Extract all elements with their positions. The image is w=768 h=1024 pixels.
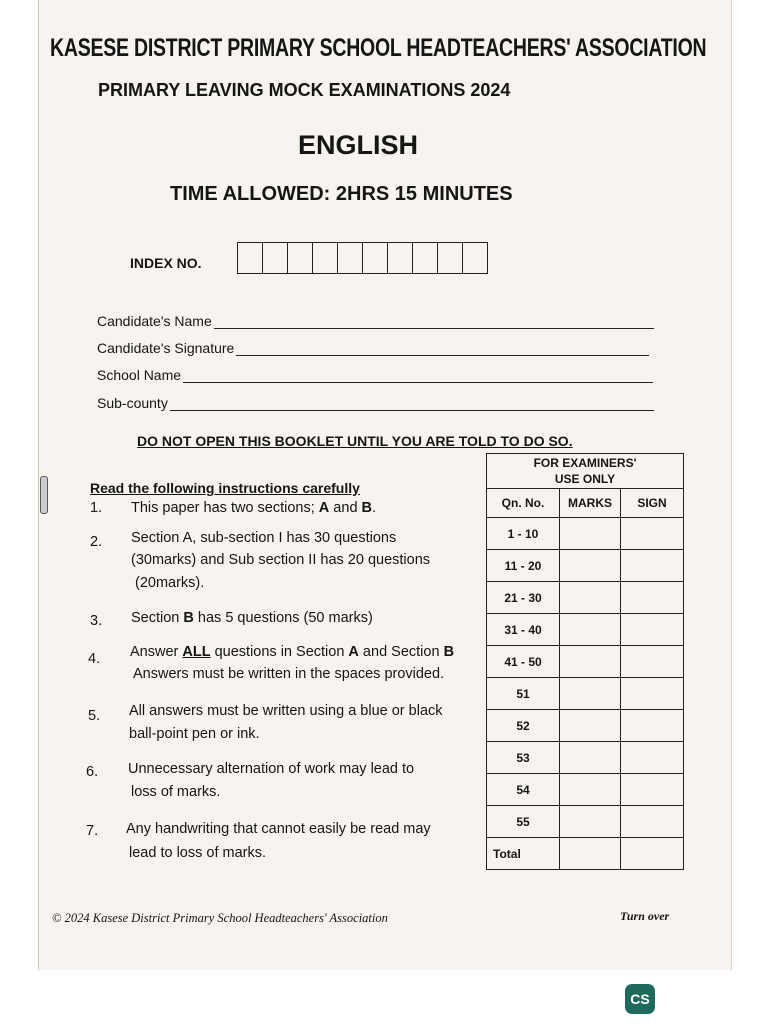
instruction-7-line-1: Any handwriting that cannot easily be read may bbox=[126, 821, 431, 837]
index-box bbox=[462, 242, 488, 274]
marks-cell bbox=[560, 774, 621, 806]
instruction-number: 4. bbox=[88, 651, 101, 667]
subject-title: ENGLISH bbox=[298, 130, 419, 160]
column-header-marks: MARKS bbox=[560, 489, 621, 518]
marks-cell bbox=[560, 646, 621, 678]
sign-cell bbox=[621, 742, 684, 774]
instruction-2-line-3: (20marks). bbox=[135, 575, 205, 591]
index-number-boxes bbox=[238, 242, 488, 274]
instruction-6-line-2: loss of marks. bbox=[131, 784, 221, 800]
table-row bbox=[487, 742, 684, 774]
column-header-qn: Qn. No. bbox=[487, 489, 560, 518]
marks-cell bbox=[560, 806, 621, 838]
sign-cell bbox=[621, 582, 684, 614]
examiners-table-title: FOR EXAMINERS' USE ONLY bbox=[487, 454, 684, 489]
candidate-name-label: Candidate's Name bbox=[97, 313, 212, 329]
candidate-name-line bbox=[214, 316, 654, 329]
table-row bbox=[487, 550, 684, 582]
index-box bbox=[387, 242, 413, 274]
question-range: 55 bbox=[487, 806, 560, 838]
index-box bbox=[312, 242, 338, 274]
do-not-open-warning: DO NOT OPEN THIS BOOKLET UNTIL YOU ARE TOLD TO DO SO. bbox=[137, 433, 573, 449]
column-header-sign: SIGN bbox=[621, 489, 684, 518]
question-range: 53 bbox=[487, 742, 560, 774]
question-range: 11 - 20 bbox=[487, 550, 560, 582]
instruction-number: 5. bbox=[88, 708, 101, 724]
candidate-signature-label: Candidate's Signature bbox=[97, 340, 235, 356]
marks-cell bbox=[560, 518, 621, 550]
sign-cell bbox=[621, 550, 684, 582]
index-box bbox=[237, 242, 263, 274]
question-range: 51 bbox=[487, 678, 560, 710]
instruction-6-line-1: Unnecessary alternation of work may lead to bbox=[128, 761, 415, 777]
marks-cell bbox=[560, 838, 621, 870]
instruction-7-line-2: lead to loss of marks. bbox=[129, 845, 266, 861]
table-row bbox=[487, 614, 684, 646]
subcounty-line bbox=[170, 398, 654, 411]
index-box bbox=[412, 242, 438, 274]
marks-cell bbox=[560, 614, 621, 646]
instruction-number: 6. bbox=[86, 764, 99, 780]
instruction-1: This paper has two sections; A and B. bbox=[131, 500, 377, 516]
instruction-2-line-1: Section A, sub-section I has 30 questions bbox=[131, 530, 397, 546]
subcounty-label: Sub-county bbox=[97, 395, 168, 411]
sign-cell bbox=[621, 806, 684, 838]
question-range: 41 - 50 bbox=[487, 646, 560, 678]
instruction-3: Section B has 5 questions (50 marks) bbox=[131, 610, 373, 626]
sign-cell bbox=[621, 678, 684, 710]
examiners-table bbox=[486, 453, 684, 870]
instruction-5-line-1: All answers must be written using a blue or black bbox=[129, 703, 443, 719]
candidate-name-field bbox=[97, 313, 654, 329]
index-number-label: INDEX NO. bbox=[130, 255, 202, 271]
marks-cell bbox=[560, 710, 621, 742]
question-range: 52 bbox=[487, 710, 560, 742]
marks-cell bbox=[560, 582, 621, 614]
instruction-number: 3. bbox=[90, 613, 103, 629]
copyright-footer: © 2024 Kasese District Primary School Headteachers' Association bbox=[52, 911, 388, 925]
table-row bbox=[487, 518, 684, 550]
table-row bbox=[487, 678, 684, 710]
school-name-line bbox=[183, 370, 653, 383]
table-row bbox=[487, 646, 684, 678]
association-title: KASESE DISTRICT PRIMARY SCHOOL HEADTEACHERS' ASSOCIATION bbox=[50, 34, 707, 62]
candidate-signature-line bbox=[236, 343, 649, 356]
subcounty-field bbox=[97, 395, 654, 411]
turn-over-note: Turn over bbox=[620, 909, 670, 923]
table-row bbox=[487, 806, 684, 838]
instruction-4-line-2: Answers must be written in the spaces provided. bbox=[133, 666, 445, 682]
marks-cell bbox=[560, 678, 621, 710]
index-box bbox=[287, 242, 313, 274]
sign-cell bbox=[621, 710, 684, 742]
index-box bbox=[437, 242, 463, 274]
instruction-4-line-1: Answer ALL questions in Section A and Section B bbox=[130, 644, 455, 660]
marks-cell bbox=[560, 550, 621, 582]
candidate-signature-field bbox=[97, 340, 649, 356]
binder-clip bbox=[40, 476, 48, 514]
instruction-number: 1. bbox=[90, 500, 103, 516]
exam-title: PRIMARY LEAVING MOCK EXAMINATIONS 2024 bbox=[98, 80, 511, 100]
camscanner-logo-icon: CS bbox=[625, 984, 655, 1014]
sign-cell bbox=[621, 774, 684, 806]
table-row bbox=[487, 774, 684, 806]
instruction-number: 2. bbox=[90, 534, 103, 550]
question-range: 31 - 40 bbox=[487, 614, 560, 646]
school-name-field bbox=[97, 367, 653, 383]
table-row-total bbox=[487, 838, 684, 870]
marks-cell bbox=[560, 742, 621, 774]
table-row bbox=[487, 582, 684, 614]
question-range: 1 - 10 bbox=[487, 518, 560, 550]
index-box bbox=[337, 242, 363, 274]
total-label: Total bbox=[487, 838, 560, 870]
time-allowed: TIME ALLOWED: 2HRS 15 MINUTES bbox=[170, 183, 513, 205]
index-box bbox=[262, 242, 288, 274]
sign-cell bbox=[621, 646, 684, 678]
instruction-number: 7. bbox=[86, 823, 99, 839]
school-name-label: School Name bbox=[97, 367, 182, 383]
sign-cell bbox=[621, 614, 684, 646]
sign-cell bbox=[621, 838, 684, 870]
sign-cell bbox=[621, 518, 684, 550]
instruction-2-line-2: (30marks) and Sub section II has 20 questions bbox=[131, 552, 431, 568]
instruction-5-line-2: ball-point pen or ink. bbox=[129, 726, 260, 742]
instructions-heading: Read the following instructions carefully bbox=[90, 480, 360, 496]
question-range: 54 bbox=[487, 774, 560, 806]
index-box bbox=[362, 242, 388, 274]
table-row bbox=[487, 710, 684, 742]
question-range: 21 - 30 bbox=[487, 582, 560, 614]
